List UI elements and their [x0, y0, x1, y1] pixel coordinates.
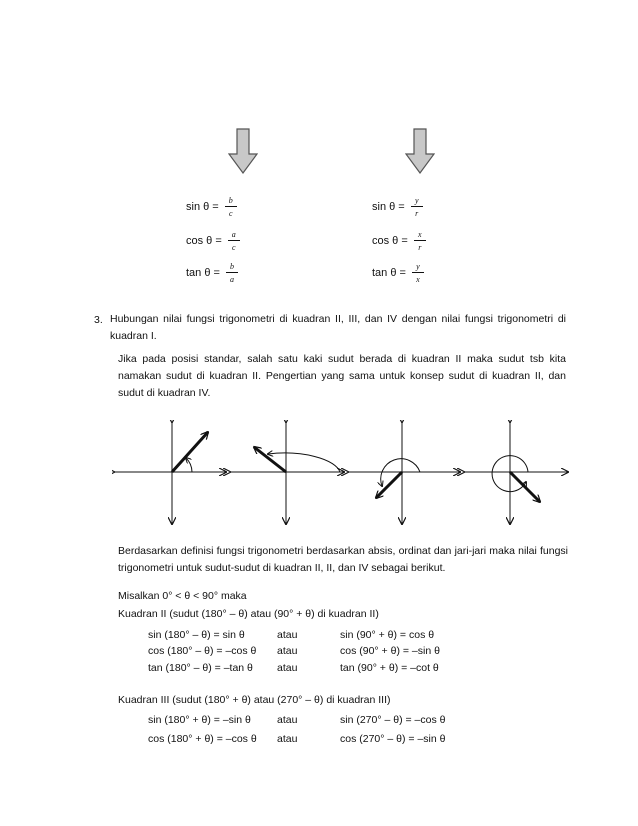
formula-label: sin θ = — [186, 201, 219, 213]
numerator: y — [412, 262, 424, 273]
denominator: c — [232, 243, 236, 252]
kuadran-2-row-3-left: tan (180° – θ) = –tan θ — [148, 662, 253, 674]
down-arrow-icon-right — [405, 128, 435, 174]
kuadran-3-row-2-left: cos (180° + θ) = –cos θ — [148, 733, 257, 745]
kuadran-2-row-3-atau: atau — [277, 662, 298, 674]
kuadran-3-heading: Kuadran III (sudut (180° + θ) atau (270° – θ) di kuadran III) — [118, 694, 391, 706]
paragraph-quadrant-definition: Jika pada posisi standar, salah satu kaki sudut berada di kuadran II maka sudut tsb kita namakan sudut di kuadran II. Pengertian yang sama untuk konsep sudut di kuadran II, dan sudut di kuadran IV. — [118, 353, 566, 399]
fraction — [412, 262, 424, 284]
formula-left-cos — [186, 230, 240, 252]
paragraph-definition-basis: Berdasarkan definisi fungsi trigonometri berdasarkan absis, ordinat dan jari-jari maka nilai fungsi trigonometri untuk sudut-sudut di kuadran II, II, dan IV sebagai berikut. — [118, 545, 568, 574]
item-number: 3. — [94, 314, 103, 326]
kuadran-2-row-2-atau: atau — [277, 645, 298, 657]
kuadran-3-row-2-right: cos (270° – θ) = –sin θ — [340, 733, 446, 745]
denominator: x — [416, 275, 420, 284]
denominator: r — [415, 209, 419, 218]
misalkan-line: Misalkan 0° < θ < 90° maka — [118, 590, 247, 602]
numerator: y — [411, 196, 423, 207]
kuadran-3-row-2-atau: atau — [277, 733, 298, 745]
formula-label: tan θ = — [372, 267, 406, 279]
fraction — [225, 196, 237, 218]
formula-label: cos θ = — [186, 235, 222, 247]
diagram-quadrant-2 — [230, 422, 344, 524]
numerator: b — [226, 262, 238, 273]
denominator: c — [228, 209, 233, 218]
formula-left-tan — [186, 262, 238, 284]
kuadran-2-row-2-left: cos (180° – θ) = –cos θ — [148, 645, 257, 657]
formula-label: sin θ = — [372, 201, 405, 213]
kuadran-2-heading: Kuadran II (sudut (180° – θ) atau (90° + θ) di kuadran II) — [118, 608, 379, 620]
kuadran-2-row-1-right: sin (90° + θ) = cos θ — [340, 629, 435, 641]
down-arrow-icon-left — [228, 128, 258, 174]
formula-label: cos θ = — [372, 235, 408, 247]
formula-left-sin — [186, 196, 237, 218]
kuadran-2-row-3-right: tan (90° + θ) = –cot θ — [340, 662, 439, 674]
diagram-quadrant-4 — [464, 422, 568, 524]
quadrant-diagrams — [112, 420, 572, 530]
diagram-quadrant-1 — [114, 422, 226, 524]
formula-right-sin — [372, 196, 423, 218]
kuadran-2-row-1-atau: atau — [277, 629, 298, 641]
numerator: x — [414, 230, 426, 241]
fraction — [228, 230, 240, 252]
formula-label: tan θ = — [186, 267, 220, 279]
diagram-quadrant-3 — [348, 422, 460, 524]
kuadran-2-row-1-left: sin (180° – θ) = sin θ — [148, 629, 245, 641]
kuadran-2-row-2-right: cos (90° + θ) = –sin θ — [340, 645, 440, 657]
fraction — [414, 230, 426, 252]
fraction — [226, 262, 238, 284]
numerator: b — [225, 196, 237, 207]
denominator: r — [418, 243, 422, 252]
item-3-text: Hubungan nilai fungsi trigonometri di kuadran II, III, dan IV dengan nilai fungsi trigonometri di kuadran I. — [110, 313, 566, 342]
formula-right-cos — [372, 230, 426, 252]
fraction — [411, 196, 423, 218]
kuadran-3-row-1-right: sin (270° – θ) = –cos θ — [340, 714, 446, 726]
numerator: a — [228, 230, 240, 241]
denominator: a — [229, 275, 234, 284]
formula-right-tan — [372, 262, 424, 284]
kuadran-3-row-1-atau: atau — [277, 714, 298, 726]
kuadran-3-row-1-left: sin (180° + θ) = –sin θ — [148, 714, 251, 726]
